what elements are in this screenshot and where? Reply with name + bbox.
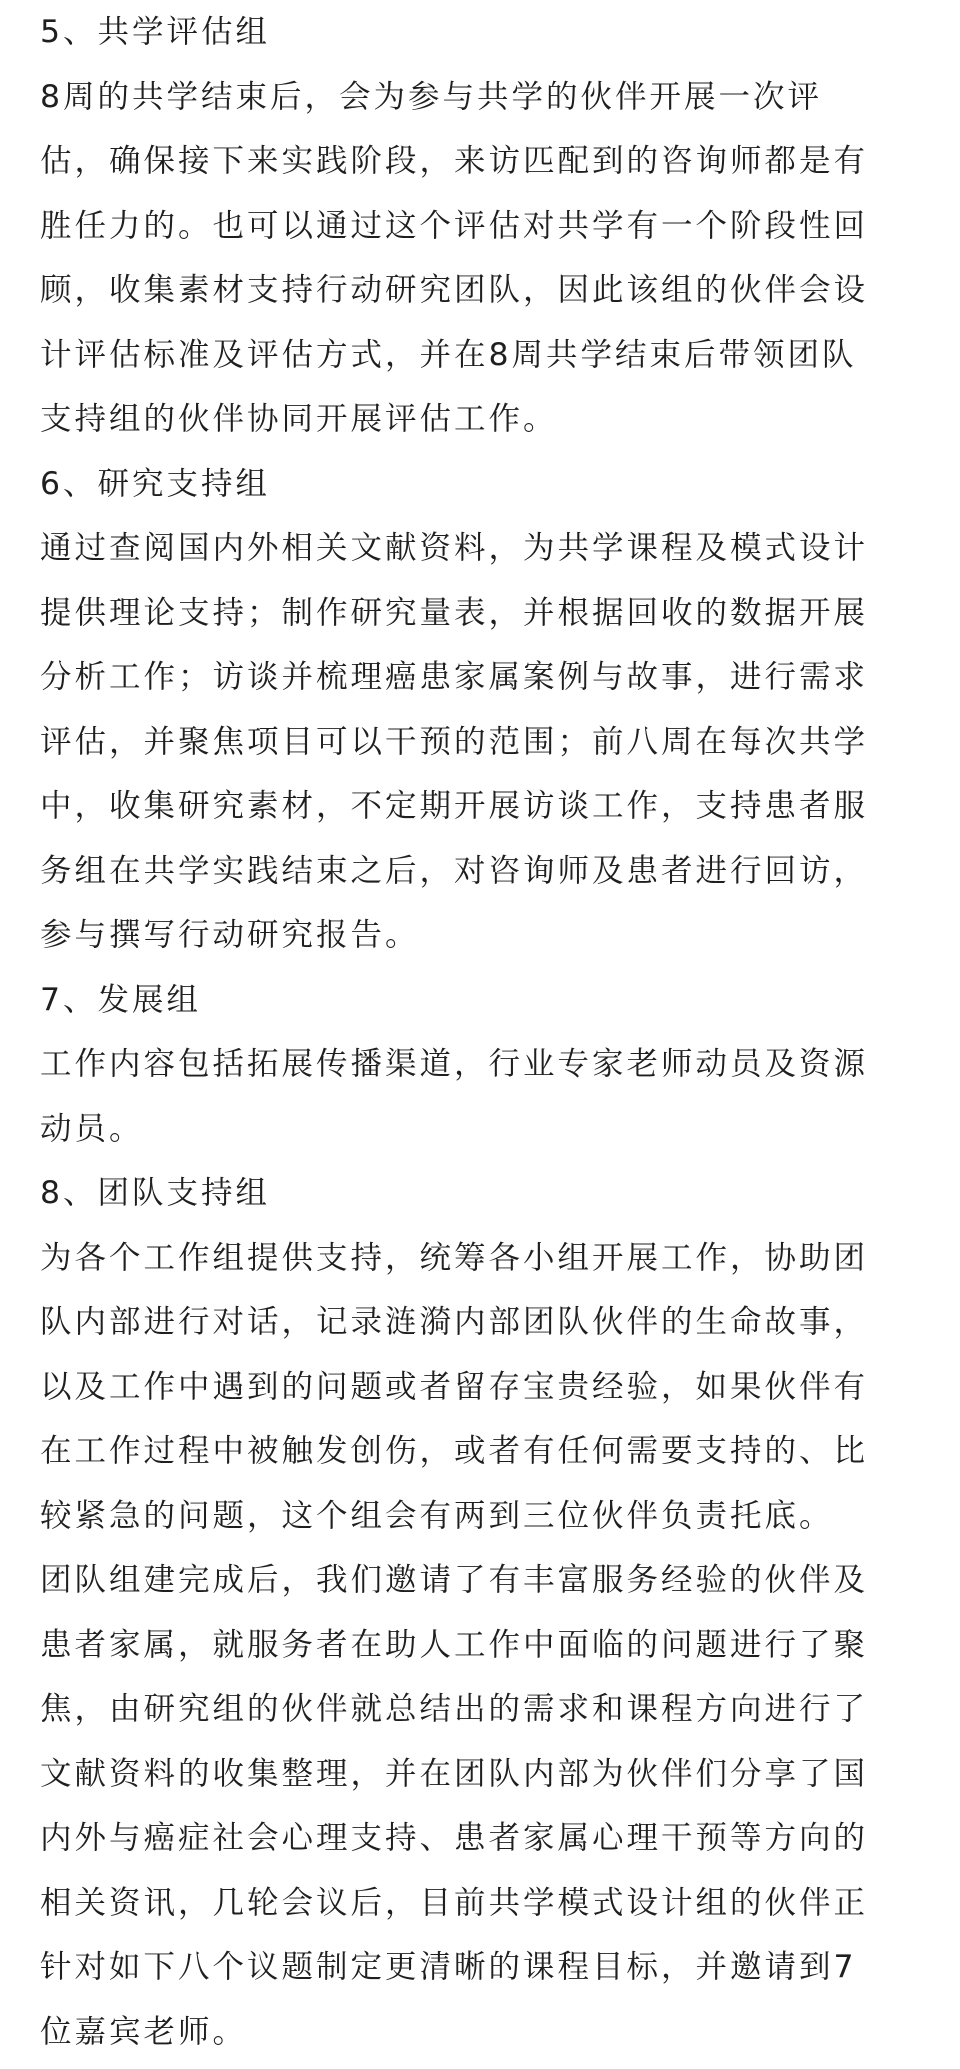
paragraph-line: 队内部进行对话，记录涟漪内部团队伙伴的生命故事， — [40, 1304, 869, 1340]
paragraph-line: 支持组的伙伴协同开展评估工作。 — [40, 401, 558, 437]
paragraph-line: 中，收集研究素材，不定期开展访谈工作，支持患者服 — [40, 788, 869, 824]
closing-paragraph — [40, 1548, 920, 2064]
paragraph-line: 为各个工作组提供支持，统筹各小组开展工作，协助团 — [40, 1239, 869, 1276]
paragraph-line: 工作内容包括拓展传播渠道，行业专家老师动员及资源 — [40, 1046, 869, 1082]
paragraph-line: 通过查阅国内外相关文献资料，为共学课程及模式设计 — [40, 530, 869, 566]
paragraph-line: 计评估标准及评估方式，并在8周共学结束后带领团队 — [40, 336, 857, 373]
paragraph-line: 焦，由研究组的伙伴就总结出的需求和课程方向进行了 — [40, 1691, 869, 1727]
article-body — [40, 0, 920, 2064]
paragraph-line: 动员。 — [40, 1110, 144, 1147]
section-assessment — [40, 0, 920, 452]
paragraph-line: 估，确保接下来实践阶段，来访匹配到的咨询师都是有 — [40, 143, 869, 179]
paragraph-line: 较紧急的问题，这个组会有两到三位伙伴负责托底。 — [40, 1497, 834, 1534]
paragraph-line: 分析工作；访谈并梳理癌患家属案例与故事，进行需求 — [40, 659, 869, 695]
section-team-support — [40, 1161, 920, 1548]
paragraph-line: 团队组建完成后，我们邀请了有丰富服务经验的伙伴及 — [40, 1562, 869, 1598]
paragraph-line: 提供理论支持；制作研究量表，并根据回收的数据开展 — [40, 594, 869, 631]
section-paragraph — [40, 1226, 920, 1549]
paragraph-line: 以及工作中遇到的问题或者留存宝贵经验，如果伙伴有 — [40, 1368, 869, 1405]
paragraph-line: 针对如下八个议题制定更清晰的课程目标，并邀请到7 — [40, 1949, 857, 1985]
section-paragraph — [40, 1032, 920, 1161]
paragraph-line: 顾，收集素材支持行动研究团队，因此该组的伙伴会设 — [40, 272, 869, 308]
paragraph-line: 文献资料的收集整理，并在团队内部为伙伴们分享了国 — [40, 1755, 869, 1792]
paragraph-line: 在工作过程中被触发创伤，或者有任何需要支持的、比 — [40, 1433, 869, 1469]
paragraph-line: 参与撰写行动研究报告。 — [40, 917, 420, 953]
paragraph-line: 位嘉宾老师。 — [40, 2013, 248, 2050]
section-heading: 8、团队支持组 — [40, 1175, 271, 1211]
closing-section — [40, 1548, 920, 2064]
paragraph-line: 相关资讯，几轮会议后，目前共学模式设计组的伙伴正 — [40, 1884, 869, 1921]
section-heading: 7、发展组 — [40, 981, 202, 1018]
paragraph-line: 8周的共学结束后，会为参与共学的伙伴开展一次评 — [40, 78, 823, 115]
section-heading: 6、研究支持组 — [40, 465, 271, 502]
paragraph-line: 胜任力的。也可以通过这个评估对共学有一个阶段性回 — [40, 207, 869, 244]
section-paragraph — [40, 516, 920, 968]
paragraph-line: 内外与癌症社会心理支持、患者家属心理干预等方向的 — [40, 1820, 869, 1856]
section-development — [40, 968, 920, 1162]
section-research-support — [40, 452, 920, 968]
paragraph-line: 患者家属，就服务者在助人工作中面临的问题进行了聚 — [40, 1626, 869, 1663]
section-paragraph — [40, 65, 920, 452]
paragraph-line: 务组在共学实践结束之后，对咨询师及患者进行回访， — [40, 852, 869, 889]
paragraph-line: 评估，并聚焦项目可以干预的范围；前八周在每次共学 — [40, 723, 869, 760]
section-heading: 5、共学评估组 — [40, 14, 271, 50]
